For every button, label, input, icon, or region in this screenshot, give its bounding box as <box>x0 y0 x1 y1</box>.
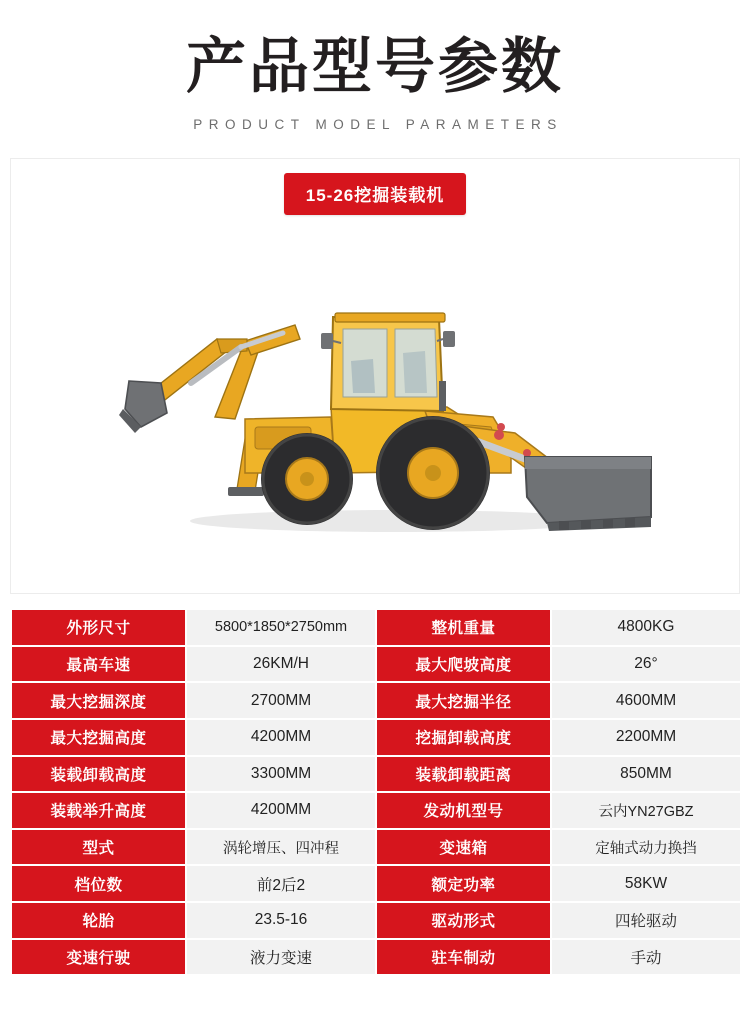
front-bucket <box>525 457 651 531</box>
spec-label: 驻车制动 <box>376 939 551 976</box>
product-model-badge: 15-26挖掘装载机 <box>284 173 466 215</box>
front-wheel <box>376 416 490 530</box>
spec-label: 变速箱 <box>376 829 551 866</box>
spec-label: 装载卸载距离 <box>376 756 551 793</box>
spec-value: 26KM/H <box>186 646 376 683</box>
spec-label: 最大爬坡高度 <box>376 646 551 683</box>
product-image-panel <box>10 158 740 594</box>
spec-label: 额定功率 <box>376 865 551 902</box>
product-badge-wrap <box>11 159 739 215</box>
rear-wheel <box>261 433 353 525</box>
spec-label: 装载举升高度 <box>11 792 186 829</box>
operator-cab <box>321 313 455 411</box>
spec-label: 驱动形式 <box>376 902 551 939</box>
spec-value: 2700MM <box>186 682 376 719</box>
spec-value: 涡轮增压、四冲程 <box>186 829 376 866</box>
spec-label: 最大挖掘高度 <box>11 719 186 756</box>
spec-value: 5800*1850*2750mm <box>186 609 376 646</box>
spec-label: 档位数 <box>11 865 186 902</box>
spec-table-body <box>11 609 741 975</box>
table-row <box>11 756 741 793</box>
spec-label: 型式 <box>11 829 186 866</box>
spec-label: 变速行驶 <box>11 939 186 976</box>
spec-value: 4200MM <box>186 719 376 756</box>
specification-table <box>10 608 742 976</box>
spec-value: 4200MM <box>186 792 376 829</box>
spec-value: 2200MM <box>551 719 741 756</box>
spec-value: 4800KG <box>551 609 741 646</box>
spec-value: 手动 <box>551 939 741 976</box>
table-row <box>11 829 741 866</box>
spec-value: 4600MM <box>551 682 741 719</box>
spec-value: 3300MM <box>186 756 376 793</box>
page-subtitle: PRODUCT MODEL PARAMETERS <box>193 117 563 133</box>
spec-label: 整机重量 <box>376 609 551 646</box>
spec-value: 四轮驱动 <box>551 902 741 939</box>
spec-label: 轮胎 <box>11 902 186 939</box>
spec-value: 23.5-16 <box>186 902 376 939</box>
spec-value: 前2后2 <box>186 865 376 902</box>
table-row <box>11 609 741 646</box>
spec-value: 液力变速 <box>186 939 376 976</box>
page-title: 产品型号参数 <box>186 32 564 102</box>
table-row <box>11 719 741 756</box>
table-row <box>11 939 741 976</box>
spec-value: 26° <box>551 646 741 683</box>
table-row <box>11 902 741 939</box>
machine-illustration <box>11 221 739 593</box>
table-row <box>11 682 741 719</box>
spec-label: 最高车速 <box>11 646 186 683</box>
spec-label: 发动机型号 <box>376 792 551 829</box>
page-header <box>0 0 750 132</box>
spec-label: 最大挖掘深度 <box>11 682 186 719</box>
table-row <box>11 792 741 829</box>
spec-value: 云内YN27GBZ <box>551 792 741 829</box>
table-row <box>11 865 741 902</box>
table-row <box>11 646 741 683</box>
backhoe-loader-icon <box>95 221 655 551</box>
spec-label: 外形尺寸 <box>11 609 186 646</box>
spec-value: 58KW <box>551 865 741 902</box>
spec-label: 装载卸载高度 <box>11 756 186 793</box>
spec-label: 最大挖掘半径 <box>376 682 551 719</box>
spec-value: 定轴式动力换挡 <box>551 829 741 866</box>
spec-value: 850MM <box>551 756 741 793</box>
spec-label: 挖掘卸载高度 <box>376 719 551 756</box>
